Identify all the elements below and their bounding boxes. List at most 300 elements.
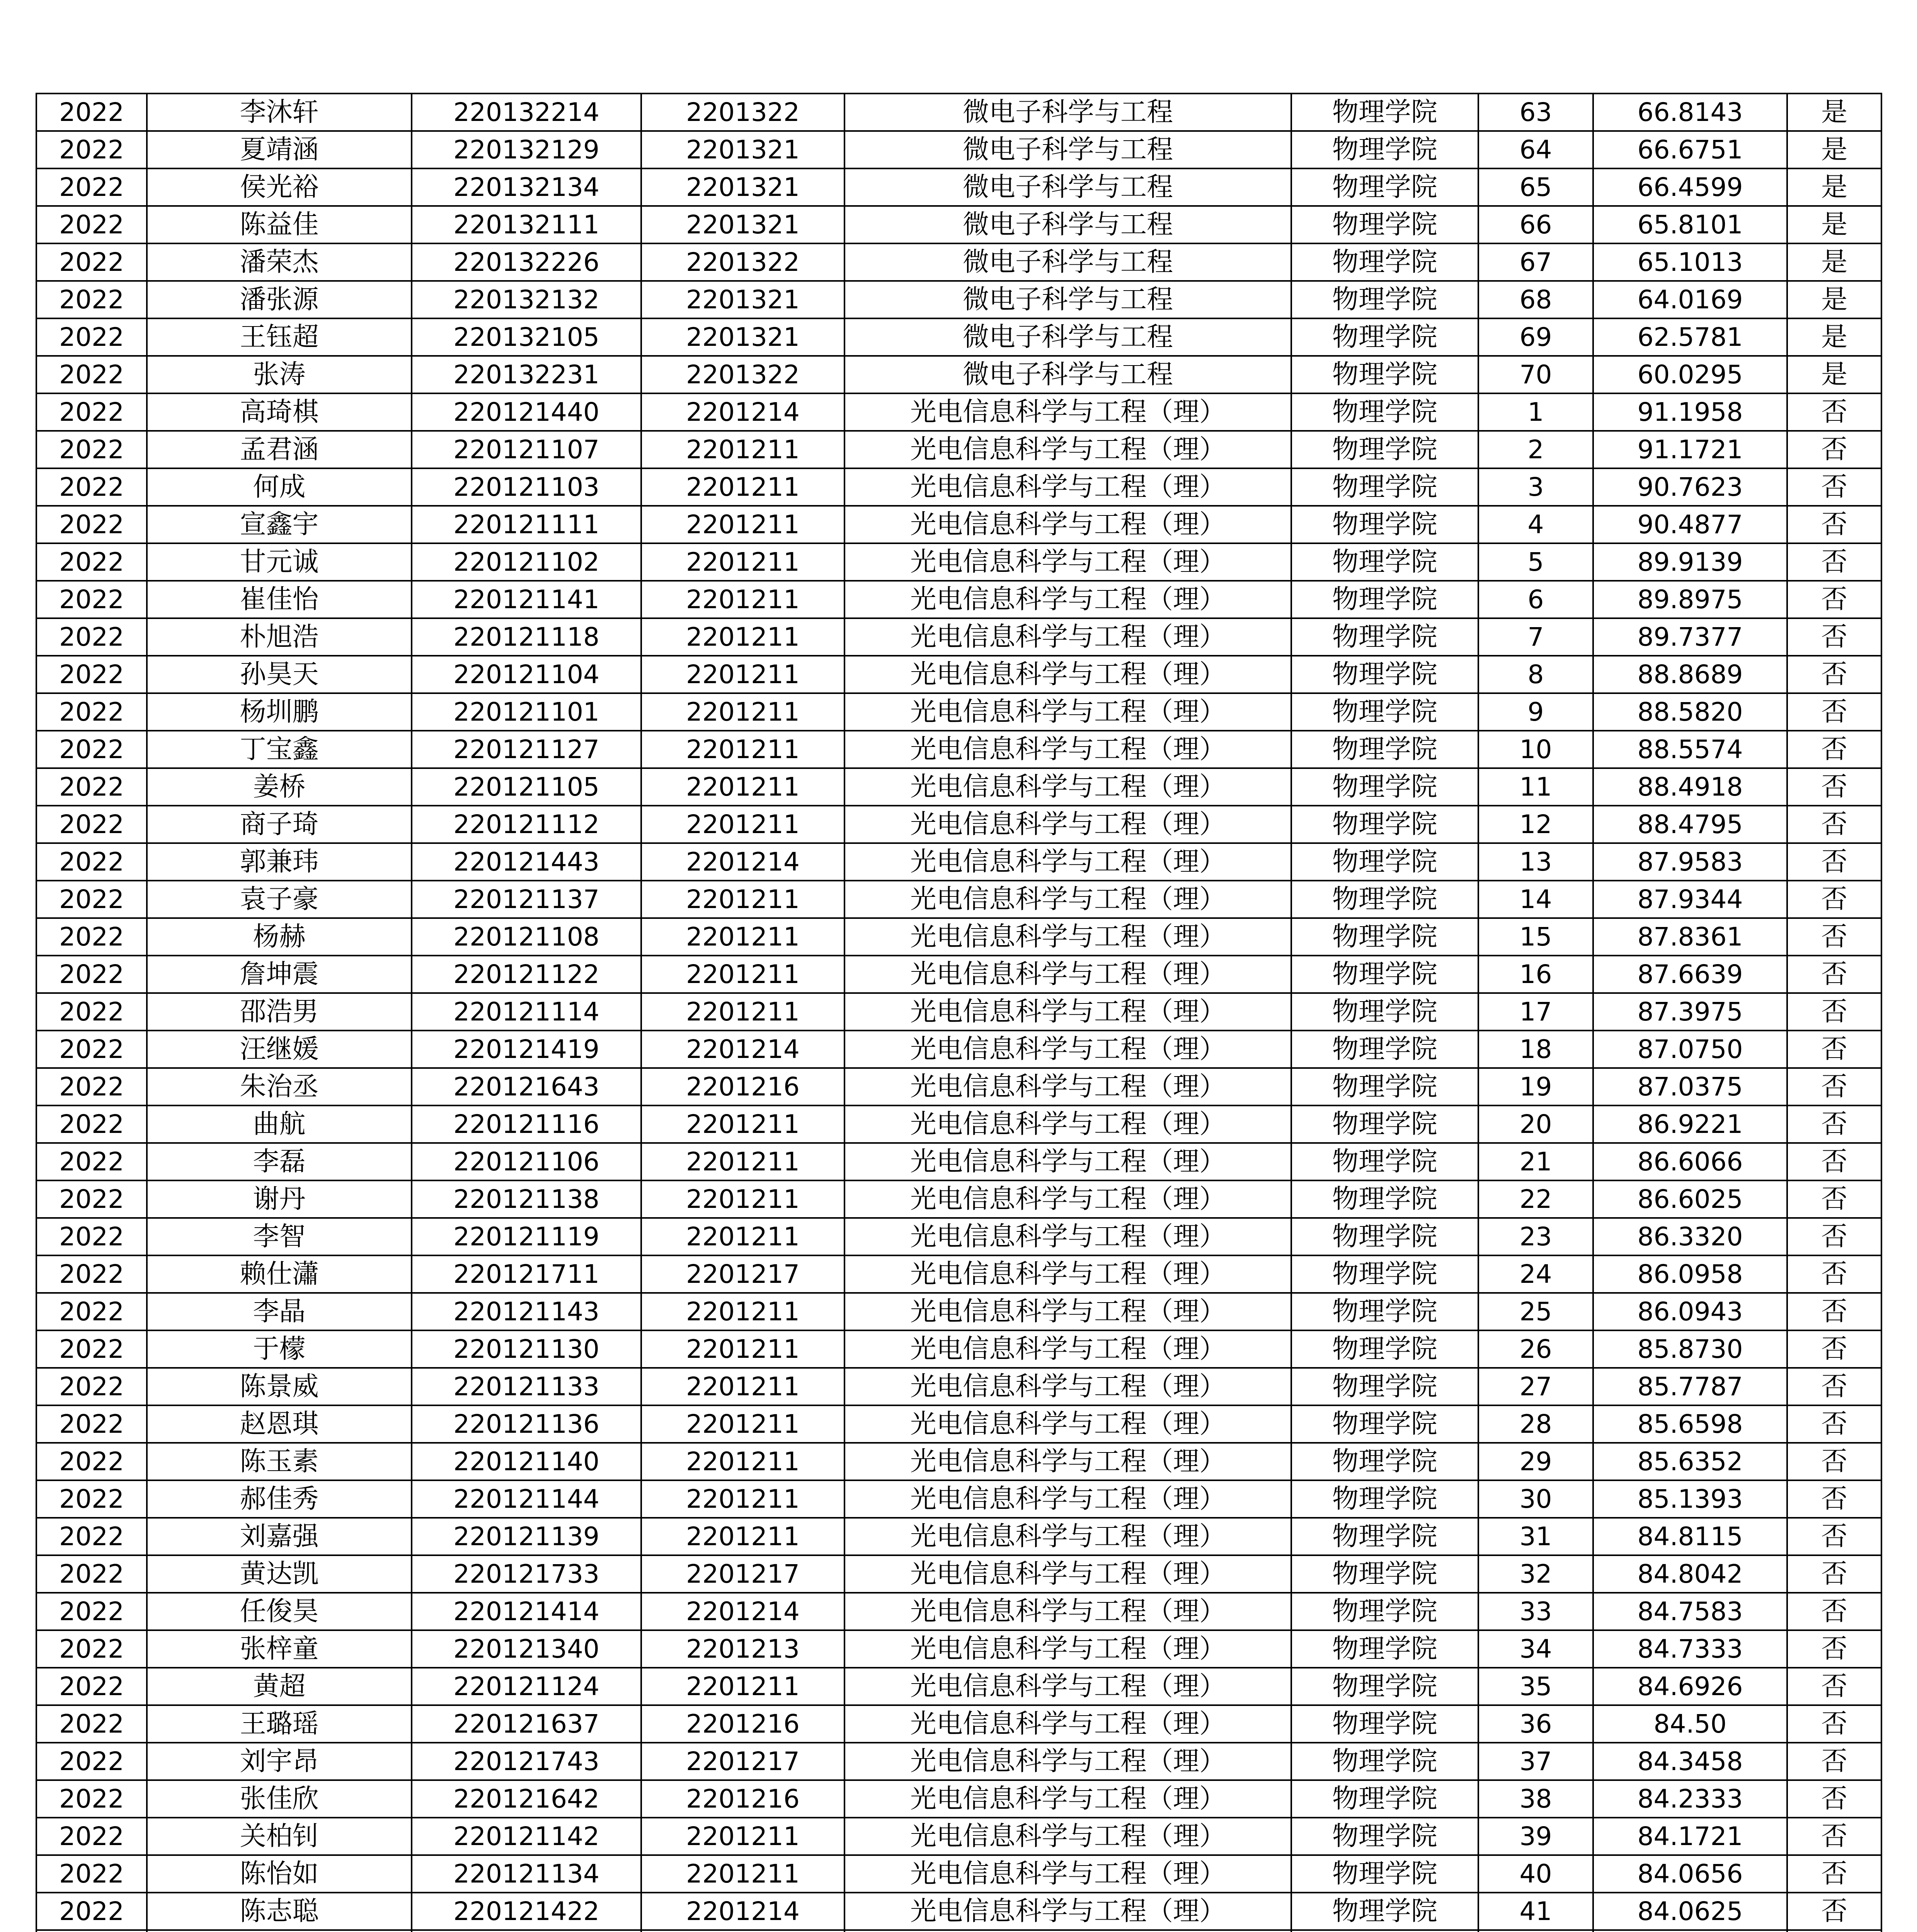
class-id-cell: 2201321 [641,318,844,356]
table-row [36,1480,1881,1518]
table-row [36,881,1881,918]
name-cell: 陈志聪 [147,1893,412,1930]
score-cell: 91.1958 [1593,393,1787,431]
table-row [36,1780,1881,1818]
major-cell: 光电信息科学与工程（理） [844,1443,1291,1480]
major-cell: 光电信息科学与工程（理） [844,1893,1291,1930]
score-cell: 84.7583 [1593,1593,1787,1630]
class-id-cell: 2201211 [641,918,844,956]
table-row [36,393,1881,431]
score-cell: 89.8975 [1593,581,1787,618]
college-cell: 物理学院 [1291,731,1478,768]
class-id-cell: 2201211 [641,1368,844,1405]
score-cell: 88.8689 [1593,656,1787,693]
name-cell: 朴旭浩 [147,618,412,656]
table-row [36,1930,1881,1932]
score-cell: 85.7787 [1593,1368,1787,1405]
major-cell: 微电子科学与工程 [844,168,1291,206]
college-cell: 物理学院 [1291,168,1478,206]
major-cell: 光电信息科学与工程（理） [844,543,1291,581]
class-id-cell: 2201321 [641,206,844,243]
class-id-cell: 2201211 [641,956,844,993]
name-cell: 任俊昊 [147,1593,412,1630]
name-cell: 宣鑫宇 [147,506,412,543]
student-id-cell: 220121134 [412,1855,641,1893]
table-row [36,1518,1881,1555]
table-row [36,431,1881,468]
score-cell: 86.6025 [1593,1180,1787,1218]
rank-cell: 32 [1478,1555,1593,1593]
student-id-cell: 220132226 [412,243,641,281]
year-cell: 2022 [36,843,147,881]
college-cell: 物理学院 [1291,993,1478,1031]
table-row [36,806,1881,843]
class-id-cell: 2201211 [641,1180,844,1218]
name-cell: 邵浩男 [147,993,412,1031]
flag-cell: 否 [1787,768,1881,806]
rank-cell: 6 [1478,581,1593,618]
major-cell [844,1930,1291,1932]
major-cell: 微电子科学与工程 [844,94,1291,131]
student-id-cell: 220121137 [412,881,641,918]
table-row [36,581,1881,618]
table-row [36,1705,1881,1743]
name-cell: 赵恩琪 [147,1405,412,1443]
year-cell: 2022 [36,1705,147,1743]
class-id-cell: 2201321 [641,168,844,206]
flag-cell: 是 [1787,318,1881,356]
score-cell: 88.4795 [1593,806,1787,843]
score-cell: 60.0295 [1593,356,1787,393]
college-cell [1291,1930,1478,1932]
flag-cell: 否 [1787,431,1881,468]
name-cell: 袁子豪 [147,881,412,918]
major-cell: 微电子科学与工程 [844,356,1291,393]
college-cell: 物理学院 [1291,131,1478,168]
table-row [36,1255,1881,1293]
rank-cell: 7 [1478,618,1593,656]
year-cell: 2022 [36,768,147,806]
table-row [36,1668,1881,1705]
table-row [36,731,1881,768]
flag-cell [1787,1930,1881,1932]
rank-cell: 12 [1478,806,1593,843]
table-row [36,1405,1881,1443]
college-cell: 物理学院 [1291,1368,1478,1405]
student-id-cell: 220121643 [412,1068,641,1105]
rank-cell: 13 [1478,843,1593,881]
name-cell: 李沐轩 [147,94,412,131]
year-cell: 2022 [36,1480,147,1518]
flag-cell: 是 [1787,243,1881,281]
rank-cell: 4 [1478,506,1593,543]
name-cell: 丁宝鑫 [147,731,412,768]
year-cell: 2022 [36,1031,147,1068]
table-row [36,243,1881,281]
flag-cell: 否 [1787,1293,1881,1330]
flag-cell: 否 [1787,1368,1881,1405]
table-row [36,1443,1881,1480]
student-id-cell: 220132105 [412,318,641,356]
class-id-cell: 2201211 [641,581,844,618]
rank-cell [1478,1930,1593,1932]
class-id-cell: 2201214 [641,843,844,881]
name-cell: 孟君涵 [147,431,412,468]
name-cell: 于檬 [147,1330,412,1368]
major-cell: 光电信息科学与工程（理） [844,1743,1291,1780]
year-cell: 2022 [36,1105,147,1143]
name-cell: 潘张源 [147,281,412,318]
flag-cell: 否 [1787,1743,1881,1780]
student-id-cell: 220121419 [412,1031,641,1068]
flag-cell: 否 [1787,843,1881,881]
flag-cell: 是 [1787,94,1881,131]
college-cell: 物理学院 [1291,1068,1478,1105]
name-cell [147,1930,412,1932]
student-ranking-table [36,93,1882,1932]
flag-cell: 是 [1787,356,1881,393]
name-cell: 黄超 [147,1668,412,1705]
class-id-cell: 2201214 [641,393,844,431]
score-cell: 88.4918 [1593,768,1787,806]
rank-cell: 25 [1478,1293,1593,1330]
class-id-cell: 2201322 [641,356,844,393]
major-cell: 光电信息科学与工程（理） [844,1705,1291,1743]
flag-cell: 否 [1787,1443,1881,1480]
college-cell: 物理学院 [1291,1705,1478,1743]
class-id-cell: 2201211 [641,618,844,656]
table-row [36,1293,1881,1330]
class-id-cell: 2201211 [641,806,844,843]
student-id-cell: 220121104 [412,656,641,693]
name-cell: 杨赫 [147,918,412,956]
major-cell: 光电信息科学与工程（理） [844,431,1291,468]
table-row [36,1630,1881,1668]
flag-cell: 否 [1787,1818,1881,1855]
student-id-cell: 220121105 [412,768,641,806]
year-cell: 2022 [36,356,147,393]
name-cell: 张梓童 [147,1630,412,1668]
score-cell: 84.6926 [1593,1668,1787,1705]
major-cell: 光电信息科学与工程（理） [844,1818,1291,1855]
college-cell: 物理学院 [1291,1818,1478,1855]
score-cell: 84.0625 [1593,1893,1787,1930]
class-id-cell: 2201211 [641,731,844,768]
score-cell: 86.6066 [1593,1143,1787,1180]
year-cell: 2022 [36,1368,147,1405]
year-cell: 2022 [36,731,147,768]
name-cell: 王璐瑶 [147,1705,412,1743]
class-id-cell: 2201211 [641,431,844,468]
year-cell: 2022 [36,393,147,431]
college-cell: 物理学院 [1291,843,1478,881]
student-id-cell: 220132132 [412,281,641,318]
college-cell: 物理学院 [1291,1405,1478,1443]
college-cell: 物理学院 [1291,1780,1478,1818]
student-id-cell: 220121130 [412,1330,641,1368]
name-cell: 詹坤震 [147,956,412,993]
class-id-cell: 2201211 [641,543,844,581]
major-cell: 光电信息科学与工程（理） [844,656,1291,693]
score-cell: 86.9221 [1593,1105,1787,1143]
student-id-cell: 220132129 [412,131,641,168]
student-id-cell: 220121124 [412,1668,641,1705]
rank-cell: 14 [1478,881,1593,918]
flag-cell: 否 [1787,1105,1881,1143]
student-id-cell: 220121440 [412,393,641,431]
student-id-cell: 220121111 [412,506,641,543]
college-cell: 物理学院 [1291,1255,1478,1293]
score-cell: 86.3320 [1593,1218,1787,1255]
major-cell: 光电信息科学与工程（理） [844,1630,1291,1668]
score-cell: 84.50 [1593,1705,1787,1743]
college-cell: 物理学院 [1291,543,1478,581]
major-cell: 光电信息科学与工程（理） [844,693,1291,731]
rank-cell: 5 [1478,543,1593,581]
flag-cell: 否 [1787,1255,1881,1293]
class-id-cell: 2201321 [641,131,844,168]
class-id-cell: 2201211 [641,1405,844,1443]
score-cell: 88.5820 [1593,693,1787,731]
major-cell: 光电信息科学与工程（理） [844,1218,1291,1255]
college-cell: 物理学院 [1291,581,1478,618]
flag-cell: 是 [1787,206,1881,243]
name-cell: 甘元诚 [147,543,412,581]
college-cell: 物理学院 [1291,1330,1478,1368]
rank-cell: 35 [1478,1668,1593,1705]
score-cell: 87.9344 [1593,881,1787,918]
year-cell: 2022 [36,581,147,618]
class-id-cell: 2201211 [641,1218,844,1255]
year-cell: 2022 [36,1818,147,1855]
flag-cell: 否 [1787,1668,1881,1705]
rank-cell: 1 [1478,393,1593,431]
major-cell: 光电信息科学与工程（理） [844,1368,1291,1405]
major-cell: 光电信息科学与工程（理） [844,806,1291,843]
rank-cell: 38 [1478,1780,1593,1818]
year-cell: 2022 [36,1218,147,1255]
student-id-cell: 220132134 [412,168,641,206]
college-cell: 物理学院 [1291,1143,1478,1180]
year-cell: 2022 [36,1743,147,1780]
name-cell: 郭兼玮 [147,843,412,881]
year-cell: 2022 [36,468,147,506]
rank-cell: 64 [1478,131,1593,168]
table-row [36,131,1881,168]
student-id-cell: 220121101 [412,693,641,731]
rank-cell: 39 [1478,1818,1593,1855]
major-cell: 光电信息科学与工程（理） [844,1068,1291,1105]
score-cell: 62.5781 [1593,318,1787,356]
rank-cell: 31 [1478,1518,1593,1555]
rank-cell: 3 [1478,468,1593,506]
year-cell [36,1930,147,1932]
rank-cell: 17 [1478,993,1593,1031]
name-cell: 李智 [147,1218,412,1255]
college-cell: 物理学院 [1291,318,1478,356]
college-cell: 物理学院 [1291,1855,1478,1893]
name-cell: 陈怡如 [147,1855,412,1893]
flag-cell: 否 [1787,731,1881,768]
score-cell: 89.7377 [1593,618,1787,656]
class-id-cell: 2201322 [641,94,844,131]
year-cell: 2022 [36,206,147,243]
table-body [36,94,1881,1932]
year-cell: 2022 [36,1855,147,1893]
score-cell: 84.8115 [1593,1518,1787,1555]
class-id-cell: 2201217 [641,1255,844,1293]
class-id-cell [641,1930,844,1932]
major-cell: 光电信息科学与工程（理） [844,1780,1291,1818]
score-cell: 87.3975 [1593,993,1787,1031]
class-id-cell: 2201214 [641,1031,844,1068]
student-id-cell: 220121112 [412,806,641,843]
student-id-cell: 220121642 [412,1780,641,1818]
class-id-cell: 2201216 [641,1705,844,1743]
student-id-cell: 220121637 [412,1705,641,1743]
name-cell: 王钰超 [147,318,412,356]
class-id-cell: 2201211 [641,881,844,918]
student-id-cell: 220121119 [412,1218,641,1255]
rank-cell: 29 [1478,1443,1593,1480]
flag-cell: 否 [1787,618,1881,656]
college-cell: 物理学院 [1291,1031,1478,1068]
class-id-cell: 2201217 [641,1555,844,1593]
class-id-cell: 2201214 [641,1893,844,1930]
major-cell: 光电信息科学与工程（理） [844,506,1291,543]
year-cell: 2022 [36,506,147,543]
college-cell: 物理学院 [1291,206,1478,243]
student-id-cell: 220121142 [412,1818,641,1855]
rank-cell: 20 [1478,1105,1593,1143]
name-cell: 谢丹 [147,1180,412,1218]
college-cell: 物理学院 [1291,1180,1478,1218]
year-cell: 2022 [36,1668,147,1705]
rank-cell: 22 [1478,1180,1593,1218]
name-cell: 张佳欣 [147,1780,412,1818]
score-cell: 86.0958 [1593,1255,1787,1293]
rank-cell: 16 [1478,956,1593,993]
student-id-cell [412,1930,641,1932]
college-cell: 物理学院 [1291,1630,1478,1668]
college-cell: 物理学院 [1291,356,1478,393]
major-cell: 光电信息科学与工程（理） [844,1855,1291,1893]
rank-cell: 33 [1478,1593,1593,1630]
flag-cell: 否 [1787,1855,1881,1893]
name-cell: 曲航 [147,1105,412,1143]
name-cell: 郝佳秀 [147,1480,412,1518]
rank-cell: 70 [1478,356,1593,393]
student-id-cell: 220132231 [412,356,641,393]
year-cell: 2022 [36,806,147,843]
student-id-cell: 220121122 [412,956,641,993]
year-cell: 2022 [36,543,147,581]
rank-cell: 30 [1478,1480,1593,1518]
table-row [36,1818,1881,1855]
flag-cell: 否 [1787,1031,1881,1068]
class-id-cell: 2201216 [641,1780,844,1818]
student-id-cell: 220121140 [412,1443,641,1480]
table-row [36,94,1881,131]
college-cell: 物理学院 [1291,468,1478,506]
major-cell: 光电信息科学与工程（理） [844,843,1291,881]
table-row [36,768,1881,806]
flag-cell: 是 [1787,131,1881,168]
year-cell: 2022 [36,1255,147,1293]
college-cell: 物理学院 [1291,693,1478,731]
year-cell: 2022 [36,94,147,131]
year-cell: 2022 [36,243,147,281]
class-id-cell: 2201211 [641,1480,844,1518]
flag-cell: 否 [1787,1780,1881,1818]
student-id-cell: 220121102 [412,543,641,581]
table-row [36,918,1881,956]
college-cell: 物理学院 [1291,1218,1478,1255]
rank-cell: 2 [1478,431,1593,468]
year-cell: 2022 [36,1293,147,1330]
table-row [36,206,1881,243]
class-id-cell: 2201211 [641,1443,844,1480]
table-row [36,956,1881,993]
flag-cell: 是 [1787,281,1881,318]
student-id-cell: 220121743 [412,1743,641,1780]
rank-cell: 67 [1478,243,1593,281]
major-cell: 光电信息科学与工程（理） [844,468,1291,506]
score-cell: 86.0943 [1593,1293,1787,1330]
table-row [36,318,1881,356]
score-cell: 66.6751 [1593,131,1787,168]
table-row [36,506,1881,543]
student-id-cell: 220121443 [412,843,641,881]
flag-cell: 否 [1787,881,1881,918]
table-row [36,1743,1881,1780]
class-id-cell: 2201211 [641,1330,844,1368]
college-cell: 物理学院 [1291,281,1478,318]
table-row [36,693,1881,731]
student-id-cell: 220121138 [412,1180,641,1218]
college-cell: 物理学院 [1291,1105,1478,1143]
class-id-cell: 2201217 [641,1743,844,1780]
score-cell: 84.0656 [1593,1855,1787,1893]
student-id-cell: 220121414 [412,1593,641,1630]
student-id-cell: 220121106 [412,1143,641,1180]
flag-cell: 否 [1787,1593,1881,1630]
college-cell: 物理学院 [1291,94,1478,131]
major-cell: 光电信息科学与工程（理） [844,918,1291,956]
major-cell: 光电信息科学与工程（理） [844,581,1291,618]
flag-cell: 否 [1787,581,1881,618]
student-id-cell: 220121340 [412,1630,641,1668]
name-cell: 汪继媛 [147,1031,412,1068]
class-id-cell: 2201211 [641,1518,844,1555]
year-cell: 2022 [36,318,147,356]
student-id-cell: 220121118 [412,618,641,656]
major-cell: 光电信息科学与工程（理） [844,1480,1291,1518]
score-cell: 64.0169 [1593,281,1787,318]
year-cell: 2022 [36,431,147,468]
major-cell: 光电信息科学与工程（理） [844,1668,1291,1705]
rank-cell: 66 [1478,206,1593,243]
college-cell: 物理学院 [1291,393,1478,431]
year-cell: 2022 [36,881,147,918]
score-cell: 88.5574 [1593,731,1787,768]
rank-cell: 28 [1478,1405,1593,1443]
year-cell: 2022 [36,693,147,731]
flag-cell: 否 [1787,506,1881,543]
student-id-cell: 220121114 [412,993,641,1031]
college-cell: 物理学院 [1291,1443,1478,1480]
score-cell: 85.1393 [1593,1480,1787,1518]
